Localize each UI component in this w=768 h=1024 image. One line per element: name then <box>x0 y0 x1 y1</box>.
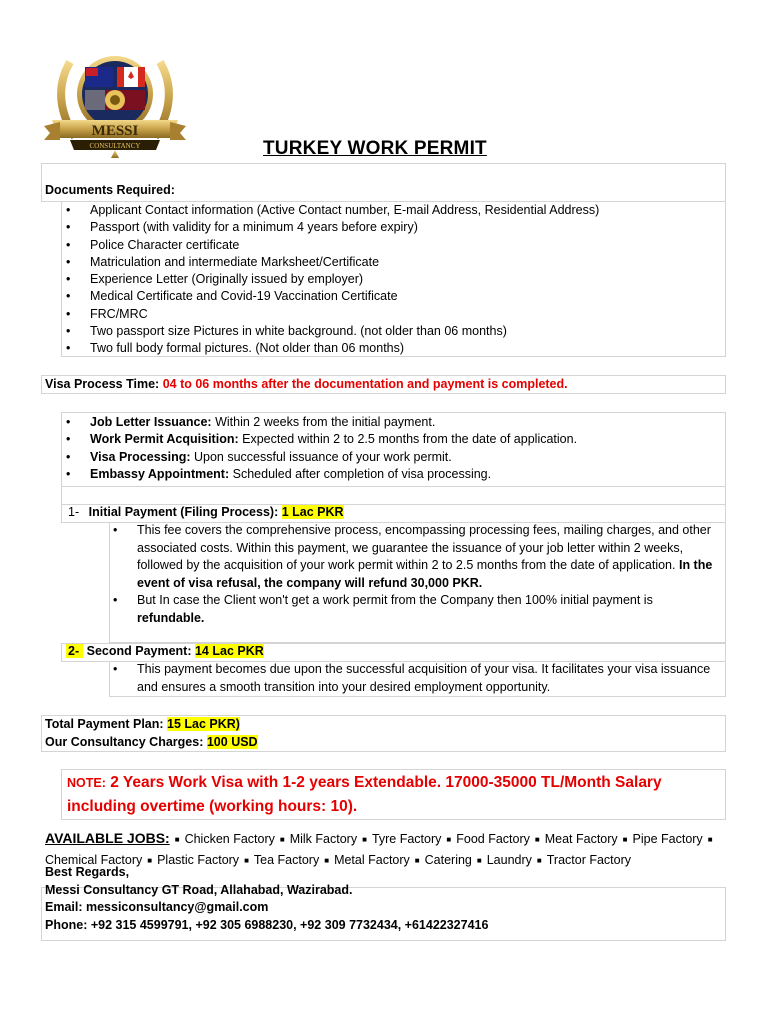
total-payment <box>45 717 240 731</box>
payment1-bullet2-bold: refundable. <box>137 610 205 625</box>
payment1-number: 1- <box>68 505 80 519</box>
list-item: • Applicant Contact information (Active Contact number, E-mail Address, Residential Address) <box>66 202 599 219</box>
job-item: Tea Factory <box>253 853 320 867</box>
documents-heading: Documents Required: <box>45 183 175 197</box>
address: Messi Consultancy GT Road, Allahabad, Wazirabad. <box>45 882 353 897</box>
total-value: 15 Lac PKR) <box>167 717 240 731</box>
list-item <box>66 431 577 448</box>
step-text: Expected within 2 to 2.5 months from the date of application. <box>242 432 578 447</box>
job-item: Plastic Factory <box>157 853 240 867</box>
charges-value: 100 USD <box>206 735 258 749</box>
process-time-label: Visa Process Time: <box>45 377 160 391</box>
logo <box>40 42 190 162</box>
payment2-header <box>66 644 264 658</box>
payment1-bullets <box>113 522 713 627</box>
job-item: Metal Factory <box>334 853 410 867</box>
payment1-bullet1: This fee covers the comprehensive process, encompassing processing fees, mailing charges, and other associated costs. Within this payment, we guarantee the issuance of your job letter within 2 weeks, followed by the acquisition of your work permit within 2 to 2.5 months from the date of application. <box>137 523 711 572</box>
payment1-amount: 1 Lac PKR <box>281 505 344 519</box>
step-label: Job Letter Issuance: <box>90 415 212 429</box>
list-item: • Police Character certificate <box>66 237 599 254</box>
contact <box>45 864 488 934</box>
list-item: • Passport (with validity for a minimum 4 years before expiry) <box>66 219 599 236</box>
page-title: TURKEY WORK PERMIT <box>263 138 487 159</box>
job-item: Chicken Factory <box>184 832 275 846</box>
list-item: • Two passport size Pictures in white background. (not older than 06 months) <box>66 323 599 340</box>
list-item: • This payment becomes due upon the successful acquisition of your visa. It facilitates your visa issuance and ensures a smooth transition into your desired employment opportunity. <box>113 661 713 696</box>
payment1-header <box>68 505 344 519</box>
available-jobs: AVAILABLE JOBS: ■ Chicken Factory ■ Milk Factory ■ Tyre Factory ■ Food Factory ■ Meat Factory ■ Pipe Factory ■Chemical Factory ■ Plastic Factory ■ Tea Factory ■ Metal Factory ■ Catering ■ Laundry ■ Tractor Factory <box>45 830 713 867</box>
payment1-label: Initial Payment (Filing Process): <box>88 505 279 519</box>
steps-spacer-box <box>61 486 726 505</box>
list-item <box>113 592 713 627</box>
list-item: • FRC/MRC <box>66 306 599 323</box>
regards: Best Regards, <box>45 865 130 879</box>
job-item: Tyre Factory <box>371 832 442 846</box>
job-item: Tractor Factory <box>546 853 632 867</box>
list-item: • Experience Letter (Originally issued by employer) <box>66 271 599 288</box>
consultancy-charges <box>45 735 258 749</box>
payment1-bullet1-bold: In the event of visa refusal, the company will refund 30,000 PKR. <box>137 558 713 590</box>
list-item <box>66 449 577 466</box>
step-label: Visa Processing: <box>90 449 191 464</box>
list-item: • Matriculation and intermediate Marksheet/Certificate <box>66 254 599 271</box>
job-item: Chemical Factory <box>45 853 143 867</box>
step-label: Work Permit Acquisition: <box>90 432 239 447</box>
step-text: Within 2 weeks from the initial payment. <box>215 415 436 429</box>
list-item: • Medical Certificate and Covid-19 Vaccination Certificate <box>66 288 599 305</box>
jobs-label: AVAILABLE JOBS: <box>45 830 170 846</box>
note-text: 2 Years Work Visa with 1-2 years Extendable. 17000-35000 TL/Month Salary including overtime (working hours: 10). <box>67 774 662 815</box>
payment2-label: Second Payment: <box>86 644 192 658</box>
payment2-amount: 14 Lac PKR <box>194 644 264 658</box>
payment2-bullets <box>113 661 713 696</box>
step-text: Upon successful issuance of your work permit. <box>194 449 452 464</box>
job-item: Laundry <box>486 853 532 867</box>
note <box>67 771 723 818</box>
job-item: Meat Factory <box>544 832 618 846</box>
payment2-number: 2- <box>66 644 83 658</box>
logo-bottom-text: CONSULTANCY <box>89 142 141 150</box>
email[interactable]: Email: messiconsultancy@gmail.com <box>45 900 269 914</box>
job-item: Pipe Factory <box>632 832 703 846</box>
charges-label: Our Consultancy Charges: <box>45 735 204 749</box>
step-label: Embassy Appointment: <box>90 466 230 481</box>
payment1-bullet2: But In case the Client won't get a work permit from the Company then 100% initial payment is <box>137 593 653 607</box>
phone[interactable]: Phone: +92 315 4599791, +92 305 6988230, +92 309 7732434, +61422327416 <box>45 917 489 932</box>
process-time-value: 04 to 06 months after the documentation and payment is completed. <box>162 377 568 391</box>
list-item <box>113 522 713 592</box>
process-time <box>45 377 568 391</box>
step-text: Scheduled after completion of visa processing. <box>232 466 492 481</box>
list-item: • Two full body formal pictures. (Not older than 06 months) <box>66 340 599 357</box>
total-label: Total Payment Plan: <box>45 717 164 731</box>
steps-list <box>66 414 577 483</box>
job-item: Food Factory <box>456 832 530 846</box>
list-item <box>66 466 577 483</box>
job-item: Catering <box>424 853 472 867</box>
list-item <box>66 414 577 431</box>
note-label: NOTE: <box>67 776 106 790</box>
documents-list <box>66 202 599 358</box>
job-item: Milk Factory <box>289 832 358 846</box>
logo-top-text: MESSI <box>91 123 139 139</box>
